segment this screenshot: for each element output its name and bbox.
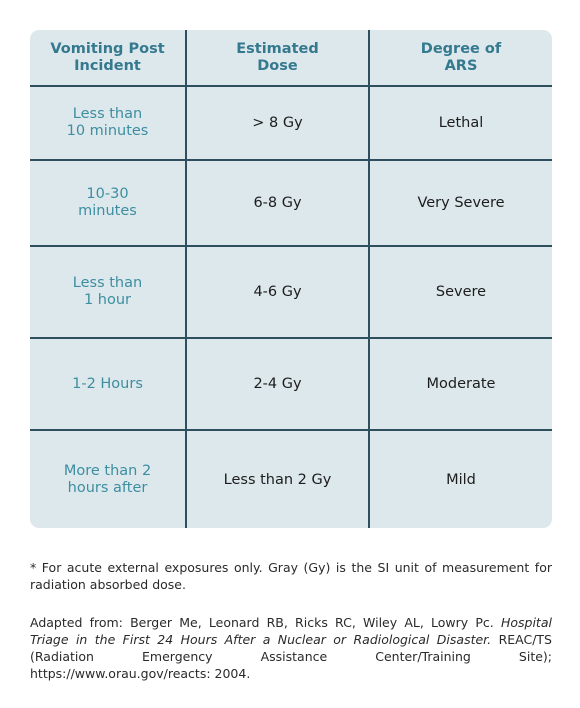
header-estimated-dose: Estimated Dose (186, 30, 369, 86)
header-degree-of-ars: Degree of ARS (369, 30, 552, 86)
source-prefix: Adapted from: Berger Me, Leonard RB, Ricks RC, Wiley AL, Lowry Pc. (30, 615, 494, 630)
ars-cell: Moderate (369, 338, 552, 430)
ars-cell: Very Severe (369, 160, 552, 246)
source-suffix: REAC/TS (Radiation Emergency Assistance Center/Training Site); https://www.orau.gov/reacts: 2004. (30, 632, 552, 681)
incident-cell: Less than 10 minutes (30, 86, 186, 160)
table-row (30, 86, 552, 160)
ars-table-grid (30, 30, 552, 528)
dose-cell: 2-4 Gy (186, 338, 369, 430)
incident-cell: More than 2 hours after (30, 430, 186, 528)
incident-cell: Less than 1 hour (30, 246, 186, 338)
header-vomiting-post-incident: Vomiting Post Incident (50, 40, 165, 74)
source-citation (30, 614, 552, 682)
table-row (30, 430, 552, 528)
incident-cell: 10-30 minutes (30, 160, 186, 246)
ars-cell: Severe (369, 246, 552, 338)
ars-cell: Lethal (369, 86, 552, 160)
dose-cell: 6-8 Gy (186, 160, 369, 246)
incident-cell: 1-2 Hours (30, 338, 186, 430)
table-row (30, 338, 552, 430)
ars-table (30, 30, 552, 528)
footnote: * For acute external exposures only. Gray (Gy) is the SI unit of measurement for radiation absorbed dose. (30, 560, 552, 592)
dose-cell: 4-6 Gy (186, 246, 369, 338)
table-row (30, 246, 552, 338)
ars-cell: Mild (369, 430, 552, 528)
source-title: Hospital Triage in the First 24 Hours After a Nuclear or Radiological Disaster. (30, 615, 552, 647)
table-header-row (30, 30, 552, 86)
dose-cell: Less than 2 Gy (186, 430, 369, 528)
dose-cell: > 8 Gy (186, 86, 369, 160)
table-row (30, 160, 552, 246)
